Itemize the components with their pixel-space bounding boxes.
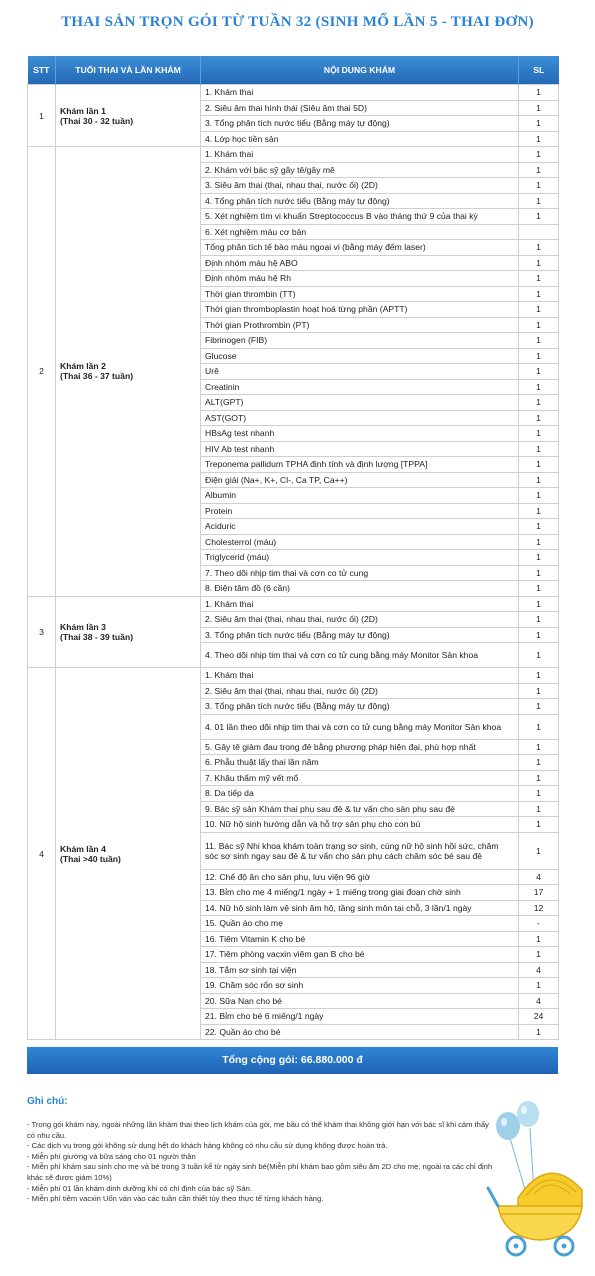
visit-name: Khám lần 1 xyxy=(60,105,106,116)
table-row xyxy=(28,596,559,612)
visit-period: (Thai >40 tuần) xyxy=(60,853,121,864)
service-quantity: 1 xyxy=(519,801,559,817)
service-item: Điện giải (Na+, K+, Cl-, Ca TP, Ca++) xyxy=(201,472,519,488)
baby-stroller-illustration xyxy=(478,1098,588,1258)
visit-period: (Thai 30 - 32 tuần) xyxy=(60,115,134,126)
service-quantity: 1 xyxy=(519,472,559,488)
header-stt: STT xyxy=(28,56,56,85)
service-item: 19. Chăm sóc rốn sơ sinh xyxy=(201,978,519,994)
service-quantity: 12 xyxy=(519,900,559,916)
visit-label xyxy=(56,668,201,1040)
service-quantity: 1 xyxy=(519,770,559,786)
note-item: - Miễn phí giường và bữa sáng cho 01 người thân xyxy=(27,1151,196,1161)
visit-label xyxy=(56,596,201,668)
service-quantity: 1 xyxy=(519,193,559,209)
header-content: NỘI DUNG KHÁM xyxy=(201,56,519,85)
visit-name: Khám lần 4 xyxy=(60,843,106,854)
service-quantity: 1 xyxy=(519,317,559,333)
service-item: 17. Tiêm phòng vacxin viêm gan B cho bé xyxy=(201,947,519,963)
service-quantity: 1 xyxy=(519,739,559,755)
service-quantity: 1 xyxy=(519,348,559,364)
header-qty: SL xyxy=(519,56,559,85)
service-quantity: 1 xyxy=(519,162,559,178)
service-item: 4. Theo dõi nhịp tim thai và cơn co tử cung bằng máy Monitor Sản khoa xyxy=(201,643,519,668)
service-item: Aciduric xyxy=(201,519,519,535)
service-item: AST(GOT) xyxy=(201,410,519,426)
service-item: Định nhóm máu hệ Rh xyxy=(201,271,519,287)
service-item: 1. Khám thai xyxy=(201,596,519,612)
service-item: 9. Bác sỹ sản Khám thai phụ sau đẻ & tư vấn cho sản phụ sau đẻ xyxy=(201,801,519,817)
service-quantity xyxy=(519,224,559,240)
visit-number: 4 xyxy=(28,668,56,1040)
note-item: - Trong gói khám này, ngoài những lần khám thai theo lịch khám của gói, mẹ bầu có thể khám thai không giới hạn với bác sĩ khi cảm thấy có nhu cầu. xyxy=(27,1120,489,1140)
service-item: 1. Khám thai xyxy=(201,668,519,684)
service-item: 2. Siêu âm thai hình thái (Siêu âm thai 5D) xyxy=(201,100,519,116)
service-item: 15. Quần áo cho mẹ xyxy=(201,916,519,932)
service-quantity: 1 xyxy=(519,116,559,132)
service-quantity: 1 xyxy=(519,426,559,442)
service-quantity: 4 xyxy=(519,993,559,1009)
service-quantity: 1 xyxy=(519,302,559,318)
visit-label xyxy=(56,85,201,147)
service-quantity: 1 xyxy=(519,699,559,715)
header-visit: TUỔI THAI VÀ LẦN KHÁM xyxy=(56,56,201,85)
visit-name: Khám lần 3 xyxy=(60,621,106,632)
service-quantity: 1 xyxy=(519,714,559,739)
service-item: 1. Khám thai xyxy=(201,85,519,101)
service-item: 7. Theo dõi nhịp tim thai và cơn co tử cung xyxy=(201,565,519,581)
note-item: - Miễn phí khám sau sinh cho mẹ và bé trong 3 tuần kể từ ngày sinh bé(Miễn phí khám bao gồm siêu âm 2D cho mẹ, ngoài ra các chỉ định khác sẽ được giảm 10%) xyxy=(27,1162,493,1182)
table-row xyxy=(28,668,559,684)
service-item: Tổng phân tích tế bào máu ngoại vi (bằng máy đếm laser) xyxy=(201,240,519,256)
service-item: 8. Da tiếp da xyxy=(201,786,519,802)
service-item: 5. Gây tê giảm đau trong đẻ bằng phương pháp hiện đại, phù hợp nhất xyxy=(201,739,519,755)
service-item: 4. Tổng phân tích nước tiểu (Bằng máy tự động) xyxy=(201,193,519,209)
service-item: 22. Quần áo cho bé xyxy=(201,1024,519,1040)
service-quantity: 1 xyxy=(519,786,559,802)
service-quantity: 1 xyxy=(519,565,559,581)
service-item: Thời gian thrombin (TT) xyxy=(201,286,519,302)
service-quantity: 1 xyxy=(519,534,559,550)
service-item: Định nhóm máu hệ ABO xyxy=(201,255,519,271)
service-item: Protein xyxy=(201,503,519,519)
service-quantity: 1 xyxy=(519,178,559,194)
service-quantity: 1 xyxy=(519,364,559,380)
service-quantity: 1 xyxy=(519,817,559,833)
service-item: 12. Chế độ ăn cho sản phụ, lưu viện 96 giờ xyxy=(201,869,519,885)
service-quantity: 1 xyxy=(519,931,559,947)
service-item: Creatinin xyxy=(201,379,519,395)
service-item: 21. Bỉm cho bé 6 miếng/1 ngày xyxy=(201,1009,519,1025)
service-item: 4. 01 lần theo dõi nhịp tim thai và cơn co tử cung bằng máy Monitor Sản khoa xyxy=(201,714,519,739)
service-quantity: 1 xyxy=(519,147,559,163)
service-item: 2. Siêu âm thai (thai, nhau thai, nước ối) (2D) xyxy=(201,612,519,628)
service-item: 7. Khâu thẩm mỹ vết mổ xyxy=(201,770,519,786)
service-item: Glucose xyxy=(201,348,519,364)
service-quantity: 4 xyxy=(519,869,559,885)
service-quantity: 1 xyxy=(519,333,559,349)
service-quantity: 1 xyxy=(519,627,559,643)
service-item: 3. Tổng phân tích nước tiểu (Bằng máy tự động) xyxy=(201,699,519,715)
visit-number: 1 xyxy=(28,85,56,147)
service-quantity: 1 xyxy=(519,519,559,535)
package-table xyxy=(27,56,559,1040)
service-quantity: 1 xyxy=(519,286,559,302)
service-item: Thời gian thromboplastin hoạt hoá từng phần (APTT) xyxy=(201,302,519,318)
service-item: Triglycerid (máu) xyxy=(201,550,519,566)
service-quantity: 1 xyxy=(519,85,559,101)
service-item: Albumin xyxy=(201,488,519,504)
service-quantity: 1 xyxy=(519,488,559,504)
service-item: 11. Bác sỹ Nhi khoa khám toàn trạng sơ sinh, cùng nữ hộ sinh hồi sức, chăm sóc sơ sinh ngay sau đẻ & tư vấn cho sản phụ cách chăm sóc bé sau đẻ xyxy=(201,832,519,869)
service-quantity: 1 xyxy=(519,755,559,771)
service-quantity: 1 xyxy=(519,947,559,963)
service-quantity: 1 xyxy=(519,668,559,684)
service-item: 3. Tổng phân tích nước tiểu (Bằng máy tự động) xyxy=(201,116,519,132)
service-item: Urê xyxy=(201,364,519,380)
visit-period: (Thai 38 - 39 tuần) xyxy=(60,631,134,642)
service-quantity: 1 xyxy=(519,596,559,612)
service-item: 6. Phẫu thuật lấy thai lần năm xyxy=(201,755,519,771)
service-quantity: 1 xyxy=(519,581,559,597)
service-quantity: 1 xyxy=(519,683,559,699)
service-item: 1. Khám thai xyxy=(201,147,519,163)
service-item: 10. Nữ hộ sinh hướng dẫn và hỗ trợ sản phụ cho con bú xyxy=(201,817,519,833)
service-quantity: 1 xyxy=(519,978,559,994)
service-item: 14. Nữ hộ sinh làm vệ sinh âm hộ, tầng sinh môn tại chỗ, 3 lần/1 ngày xyxy=(201,900,519,916)
service-quantity: 1 xyxy=(519,100,559,116)
note-item: - Các dịch vụ trong gói không sử dụng hết do khách hàng không có nhu cầu sử dụng không được hoàn trả. xyxy=(27,1141,388,1151)
service-quantity: 1 xyxy=(519,379,559,395)
service-quantity: 1 xyxy=(519,457,559,473)
page-title: THAI SẢN TRỌN GÓI TỪ TUẦN 32 (SINH MỔ LẦN 5 - THAI ĐƠN) xyxy=(61,14,534,30)
service-quantity: 1 xyxy=(519,271,559,287)
note-item: - Miễn phí tiêm vacxin Uốn ván vào các tuần cần thiết tùy theo thực tế từng khách hàng. xyxy=(27,1194,324,1204)
service-item: HBsAg test nhanh xyxy=(201,426,519,442)
service-quantity: 1 xyxy=(519,612,559,628)
service-item: Fibrinogen (FIB) xyxy=(201,333,519,349)
visit-label xyxy=(56,147,201,597)
service-quantity: 1 xyxy=(519,550,559,566)
service-item: 20. Sữa Nan cho bé xyxy=(201,993,519,1009)
service-quantity: 24 xyxy=(519,1009,559,1025)
service-quantity: 1 xyxy=(519,395,559,411)
service-quantity: 1 xyxy=(519,131,559,147)
service-quantity: 17 xyxy=(519,885,559,901)
visit-name: Khám lần 2 xyxy=(60,361,106,372)
table-header-row xyxy=(28,56,559,85)
service-quantity: 1 xyxy=(519,410,559,426)
table-row xyxy=(28,85,559,101)
service-item: Thời gian Prothrombin (PT) xyxy=(201,317,519,333)
service-item: 5. Xét nghiệm tìm vi khuẩn Streptococcus B vào tháng thứ 9 của thai kỳ xyxy=(201,209,519,225)
service-quantity: 1 xyxy=(519,503,559,519)
service-quantity: 1 xyxy=(519,643,559,668)
table-row xyxy=(28,147,559,163)
service-item: 3. Siêu âm thai (thai, nhau thai, nước ối) (2D) xyxy=(201,178,519,194)
service-quantity: 1 xyxy=(519,832,559,869)
service-item: Treponema pallidum TPHA định tính và định lượng [TPPA] xyxy=(201,457,519,473)
visit-number: 3 xyxy=(28,596,56,668)
service-item: ALT(GPT) xyxy=(201,395,519,411)
service-quantity: - xyxy=(519,916,559,932)
visit-period: (Thai 36 - 37 tuần) xyxy=(60,371,134,382)
service-quantity: 1 xyxy=(519,1024,559,1040)
service-item: HIV Ab test nhanh xyxy=(201,441,519,457)
service-quantity: 4 xyxy=(519,962,559,978)
service-item: 2. Khám với bác sỹ gây tê/gây mê xyxy=(201,162,519,178)
service-item: Cholesterrol (máu) xyxy=(201,534,519,550)
service-item: 3. Tổng phân tích nước tiểu (Bằng máy tự động) xyxy=(201,627,519,643)
note-item: - Miễn phí 01 lần khám dinh dưỡng khi có chỉ định của bác sỹ Sản. xyxy=(27,1183,252,1193)
service-item: 13. Bỉm cho mẹ 4 miếng/1 ngày + 1 miếng trong giai đoạn chờ sinh xyxy=(201,885,519,901)
service-quantity: 1 xyxy=(519,441,559,457)
service-item: 18. Tắm sơ sinh tại viện xyxy=(201,962,519,978)
visit-number: 2 xyxy=(28,147,56,597)
service-item: 16. Tiêm Vitamin K cho bé xyxy=(201,931,519,947)
service-quantity: 1 xyxy=(519,240,559,256)
service-item: 2. Siêu âm thai (thai, nhau thai, nước ối) (2D) xyxy=(201,683,519,699)
service-item: 8. Điện tâm đồ (6 cần) xyxy=(201,581,519,597)
service-item: 4. Lớp học tiền sản xyxy=(201,131,519,147)
service-quantity: 1 xyxy=(519,209,559,225)
notes-title: Ghi chú: xyxy=(27,1096,68,1107)
notes-list xyxy=(27,1120,497,1205)
service-item: 6. Xét nghiệm máu cơ bản xyxy=(201,224,519,240)
total-price: Tổng cộng gói: 66.880.000 đ xyxy=(27,1047,558,1074)
service-quantity: 1 xyxy=(519,255,559,271)
